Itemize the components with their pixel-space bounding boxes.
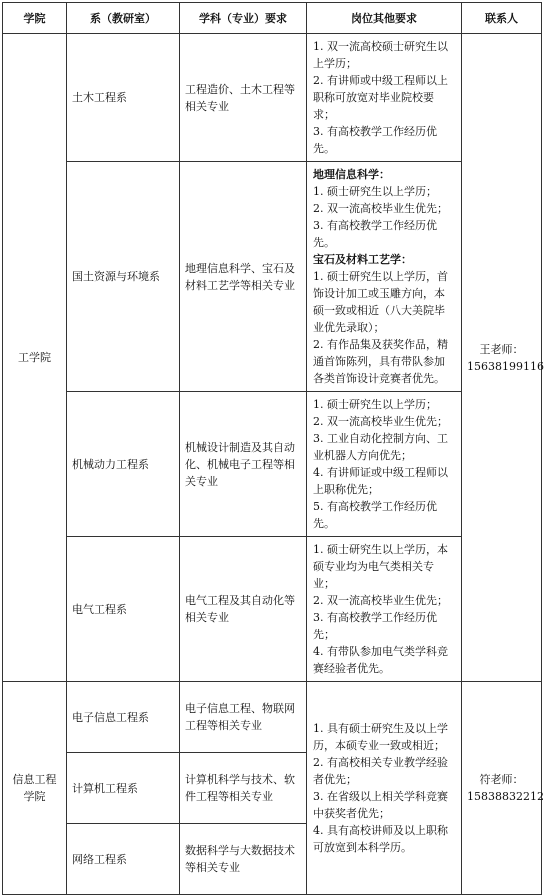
table-row [3, 392, 542, 537]
college-cell: 工学院 [3, 34, 67, 682]
requirement-item: 1. 硕士研究生以上学历； [313, 185, 437, 198]
college-cell: 信息工程学院 [3, 682, 67, 895]
header-row [3, 3, 542, 34]
table-body [3, 34, 542, 895]
requirement-item: 2. 双一流高校毕业生优先； [313, 594, 448, 607]
requirement-item: 5. 有高校教学工作经历优先。 [313, 500, 437, 530]
header-contact: 联系人 [462, 3, 542, 34]
requirement-item: 1. 具有硕士研究生及以上学历，本硕专业一致或相近； [313, 722, 448, 752]
table-row [3, 34, 542, 162]
major-cell: 地理信息科学、宝石及材料工艺学等相关专业 [180, 162, 307, 392]
table-row [3, 162, 542, 392]
contact-name: 王老师： [479, 342, 524, 356]
table-row [3, 682, 542, 753]
requirement-item: 4. 有带队参加电气类学科竞赛经验者优先。 [313, 645, 448, 675]
requirements-cell [307, 392, 462, 537]
requirement-item: 1. 双一流高校硕士研究生以上学历； [313, 40, 448, 70]
header-college: 学院 [3, 3, 67, 34]
requirements-cell [307, 162, 462, 392]
requirement-item: 1. 硕士研究生以上学历； [313, 398, 437, 411]
requirements-cell [307, 537, 462, 682]
requirement-item: 3. 工业自动化控制方向、工业机器人方向优先； [313, 432, 448, 462]
contact-cell [462, 34, 542, 682]
requirements-cell [307, 34, 462, 162]
requirement-item: 2. 有作品集及获奖作品，精通首饰陈列，具有带队参加各类首饰设计竞赛者优先。 [313, 338, 448, 385]
requirement-heading: 地理信息科学： [313, 168, 390, 181]
header-department: 系（教研室） [67, 3, 180, 34]
major-cell: 工程造价、土木工程等相关专业 [180, 34, 307, 162]
requirement-item: 2. 双一流高校毕业生优先； [313, 415, 448, 428]
requirement-item: 4. 有讲师证或中级工程师以上职称优先； [313, 466, 448, 496]
major-cell: 电子信息工程、物联网工程等相关专业 [180, 682, 307, 753]
department-cell: 电子信息工程系 [67, 682, 180, 753]
major-cell: 机械设计制造及其自动化、机械电子工程等相关专业 [180, 392, 307, 537]
header-major: 学科（专业）要求 [180, 3, 307, 34]
requirement-item: 3. 在省级以上相关学科竞赛中获奖者优先； [313, 790, 448, 820]
requirement-item: 3. 有高校教学工作经历优先。 [313, 125, 437, 155]
header-other-requirements: 岗位其他要求 [307, 3, 462, 34]
requirement-item: 4. 具有高校讲师及以上职称可放宽到本科学历。 [313, 824, 448, 854]
major-cell: 计算机科学与技术、软件工程等相关专业 [180, 753, 307, 824]
requirement-item: 2. 有高校相关专业教学经验者优先； [313, 756, 448, 786]
requirement-item: 3. 有高校教学工作经历优先。 [313, 219, 437, 249]
requirements-cell [307, 682, 462, 895]
contact-phone: 15638199116 [467, 359, 544, 373]
requirement-item: 3. 有高校教学工作经历优先； [313, 611, 437, 641]
requirement-item: 1. 硕士研究生以上学历，本硕专业均为电气类相关专业； [313, 543, 448, 590]
requirement-item: 2. 双一流高校毕业生优先； [313, 202, 448, 215]
table-row [3, 537, 542, 682]
recruitment-table [2, 2, 542, 895]
requirement-heading: 宝石及材料工艺学： [313, 253, 412, 266]
contact-name: 符老师： [479, 773, 524, 786]
department-cell: 机械动力工程系 [67, 392, 180, 537]
requirement-item: 1. 硕士研究生以上学历，首饰设计加工或玉雕方向，本硕一致或相近（八大美院毕业优先录取）； [313, 270, 448, 334]
major-cell: 数据科学与大数据技术等相关专业 [180, 824, 307, 895]
department-cell: 土木工程系 [67, 34, 180, 162]
department-cell: 国土资源与环境系 [67, 162, 180, 392]
department-cell: 网络工程系 [67, 824, 180, 895]
major-cell: 电气工程及其自动化等相关专业 [180, 537, 307, 682]
department-cell: 电气工程系 [67, 537, 180, 682]
contact-cell [462, 682, 542, 895]
requirement-item: 2. 有讲师或中级工程师以上职称可放宽对毕业院校要求； [313, 74, 448, 121]
contact-phone: 15838832212 [467, 790, 544, 803]
department-cell: 计算机工程系 [67, 753, 180, 824]
